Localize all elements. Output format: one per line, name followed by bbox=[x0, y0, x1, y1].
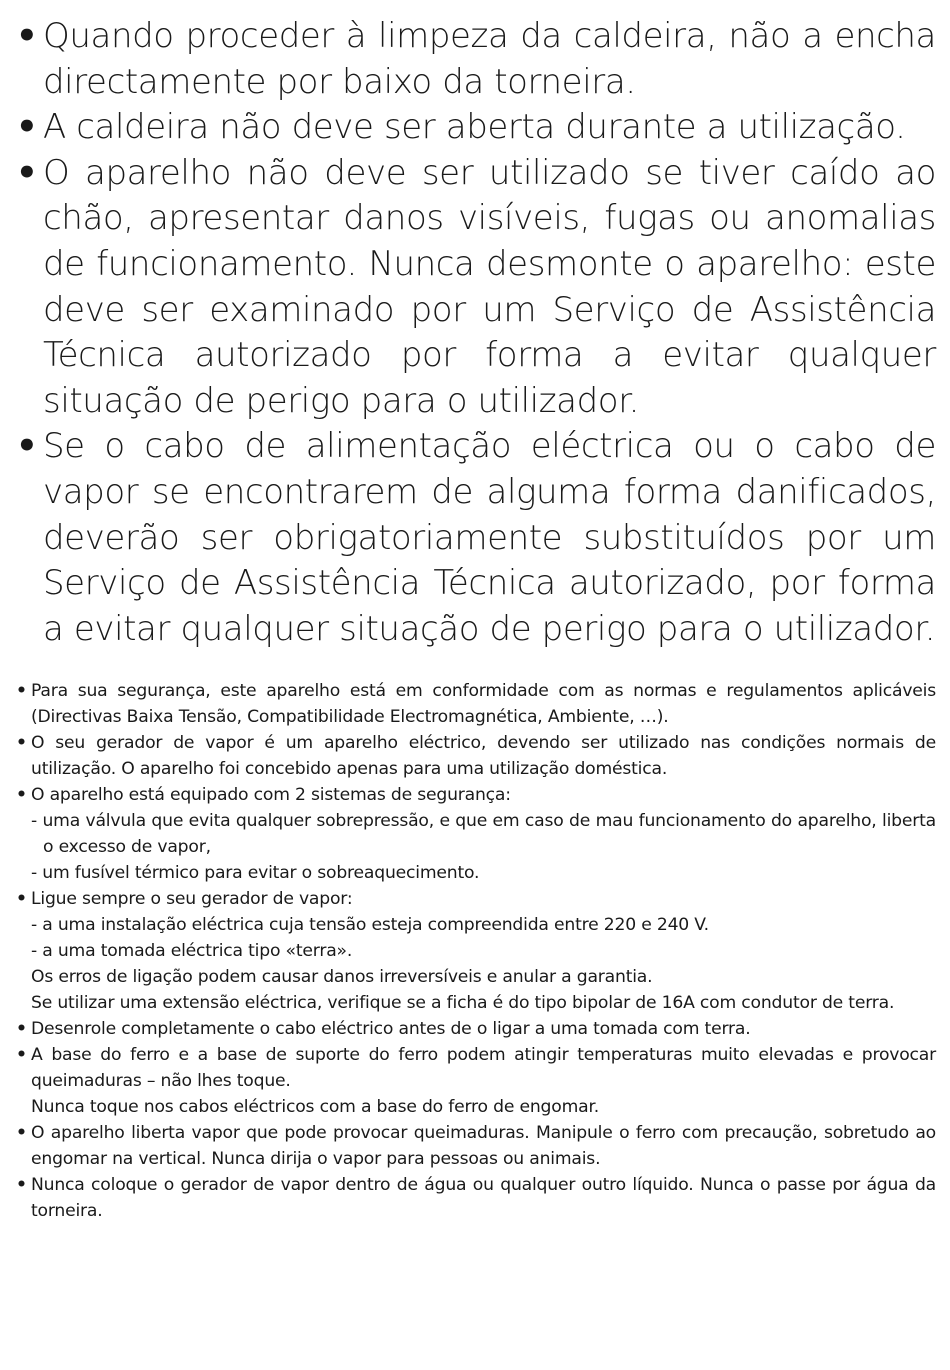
bullet-icon: • bbox=[16, 152, 38, 193]
list-item-text: O seu gerador de vapor é um aparelho eléctrico, devendo ser utilizado nas condições normais de utilização. O aparelho foi concebido apenas para uma utilização doméstica. bbox=[31, 733, 936, 780]
bullet-icon: • bbox=[16, 1123, 27, 1144]
list-item bbox=[16, 782, 936, 886]
bullet-icon: • bbox=[16, 733, 27, 754]
list-item-text: Ligue sempre o seu gerador de vapor: bbox=[31, 889, 353, 910]
list-item bbox=[16, 730, 936, 782]
list-item-text: Se o cabo de alimentação eléctrica ou o cabo de vapor se encontrarem de alguma forma danificados, deverão ser obrigatoriamente substituídos por um Serviço de Assistência Técnica autorizado, por forma a evitar qualquer situação de perigo para o utilizador. bbox=[43, 426, 936, 649]
bullet-icon: • bbox=[16, 681, 27, 702]
primary-safety-list bbox=[16, 14, 936, 652]
secondary-safety-list bbox=[16, 678, 936, 1224]
bullet-icon: • bbox=[16, 1045, 27, 1066]
list-item bbox=[16, 1172, 936, 1224]
bullet-icon: • bbox=[16, 785, 27, 806]
bullet-icon: • bbox=[16, 889, 27, 910]
list-item bbox=[16, 1042, 936, 1120]
sub-item-text: - a uma instalação eléctrica cuja tensão esteja compreendida entre 220 e 240 V. bbox=[31, 915, 709, 936]
list-item-text: A base do ferro e a base de suporte do ferro podem atingir temperaturas muito elevadas e provocar queimaduras – não lhes toque. bbox=[31, 1045, 936, 1092]
list-item-text: Desenrole completamente o cabo eléctrico antes de o ligar a uma tomada com terra. bbox=[31, 1019, 751, 1040]
list-item-text: A caldeira não deve ser aberta durante a utilização. bbox=[43, 107, 906, 148]
list-item bbox=[16, 886, 936, 1016]
list-item-text: Nunca coloque o gerador de vapor dentro de água ou qualquer outro líquido. Nunca o passe por água da torneira. bbox=[31, 1175, 936, 1222]
note-text: Nunca toque nos cabos eléctricos com a base do ferro de engomar. bbox=[31, 1097, 599, 1118]
list-item-text: O aparelho liberta vapor que pode provocar queimaduras. Manipule o ferro com precaução, sobretudo ao engomar na vertical. Nunca dirija o vapor para pessoas ou animais. bbox=[31, 1123, 936, 1170]
list-item bbox=[16, 1016, 936, 1042]
list-item-text: Para sua segurança, este aparelho está em conformidade com as normas e regulamentos aplicáveis (Directivas Baixa Tensão, Compatibilidade Electromagnética, Ambiente, …). bbox=[31, 681, 936, 728]
list-item bbox=[16, 14, 936, 105]
bullet-icon: • bbox=[16, 1019, 27, 1040]
list-item bbox=[16, 424, 936, 652]
sub-item-text: - um fusível térmico para evitar o sobreaquecimento. bbox=[31, 863, 480, 884]
bullet-icon: • bbox=[16, 107, 38, 148]
bullet-icon: • bbox=[16, 1175, 27, 1196]
list-item bbox=[16, 678, 936, 730]
bullet-icon: • bbox=[16, 16, 38, 56]
list-item-text: O aparelho não deve ser utilizado se tiver caído ao chão, apresentar danos visíveis, fugas ou anomalias de funcionamento. Nunca desmonte o aparelho: este deve ser examinado por um Serviço de Assistência Técnica autorizado por forma a evitar qualquer situação de perigo para o utilizador. bbox=[43, 152, 936, 421]
sub-item-text: - a uma tomada eléctrica tipo «terra». bbox=[31, 941, 353, 962]
sub-item-text: - uma válvula que evita qualquer sobrepressão, e que em caso de mau funcionamento do aparelho, liberta o excesso de vapor, bbox=[31, 811, 936, 858]
bullet-icon: • bbox=[16, 426, 38, 467]
list-item-text: O aparelho está equipado com 2 sistemas de segurança: bbox=[31, 785, 511, 806]
list-item bbox=[16, 151, 936, 425]
list-item-text: Quando proceder à limpeza da caldeira, não a encha directamente por baixo da torneira. bbox=[43, 16, 936, 102]
note-text: Os erros de ligação podem causar danos irreversíveis e anular a garantia. bbox=[31, 967, 653, 988]
list-item bbox=[16, 105, 936, 151]
list-item bbox=[16, 1120, 936, 1172]
note-text: Se utilizar uma extensão eléctrica, verifique se a ficha é do tipo bipolar de 16A com condutor de terra. bbox=[31, 993, 895, 1014]
